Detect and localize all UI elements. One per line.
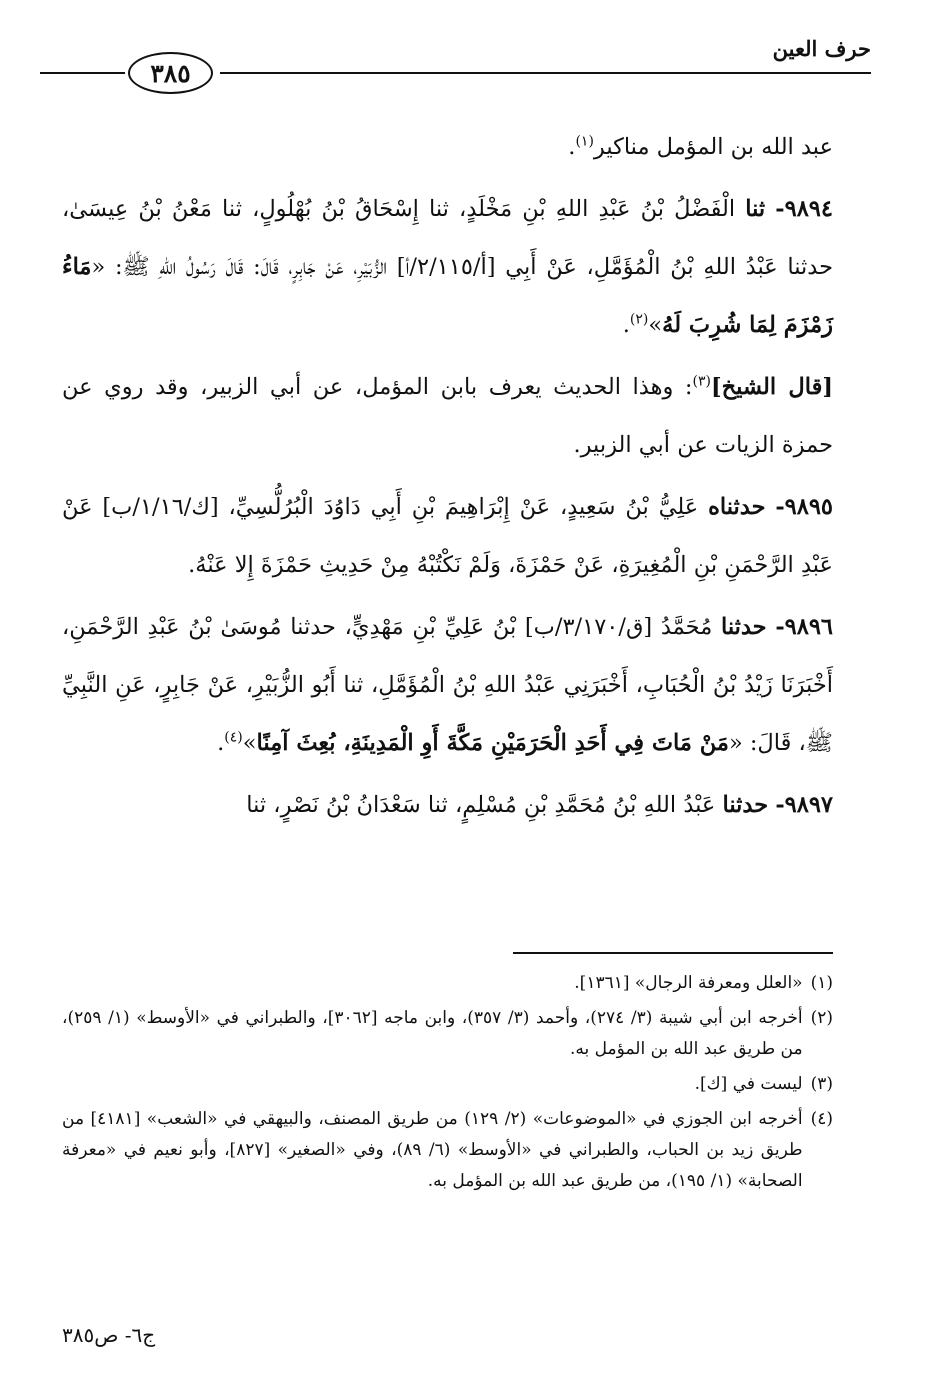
hadith-9894 — [62, 180, 833, 354]
footnote-ref: (٤) — [224, 729, 243, 746]
header-rule — [220, 72, 871, 74]
quote-close: » — [648, 312, 663, 338]
page-footer-reference: ج٦- ص٣٨٥ — [62, 1323, 156, 1347]
paragraph-end: . — [217, 730, 225, 756]
hadith-9895 — [62, 478, 833, 594]
paragraph-end: . — [568, 134, 576, 160]
footnote-text: أخرجه ابن أبي شيبة (٣/ ٢٧٤)، وأحمد (٣/ ٣٥٧)، وابن ماجه [٣٠٦٢]، والطبراني في «الأوسط» (١/ ٢٥٩)، من طريق عبد الله بن المؤمل به. — [62, 1008, 803, 1059]
header-rule — [40, 72, 125, 74]
footnote-item — [62, 1069, 833, 1100]
chapter-title: حرف العين — [772, 36, 871, 61]
sheikh-label: [قال الشيخ] — [710, 374, 833, 400]
hadith-number: ٩٨٩٧- — [775, 792, 833, 818]
footnote-text: «العلل ومعرفة الرجال» [١٣٦١]. — [574, 973, 803, 993]
footnote-item — [62, 968, 833, 999]
footnote-item — [62, 1104, 833, 1197]
footnote-number: (٢) — [810, 1008, 833, 1028]
footnote-ref: (٣) — [692, 373, 711, 390]
hadith-number: ٩٨٩٤- — [775, 196, 833, 222]
hadith-number: ٩٨٩٦- — [775, 614, 833, 640]
hadith-keyword: حدثنا — [722, 792, 769, 818]
hadith-text: مُحَمَّدُ [ق/٣/١٧٠/ب] بْنُ عَلِيِّ بْنِ مَهْدِيٍّ، حدثنا مُوسَىٰ بْنُ عَبْدِ الرَّحْمَنِ، أَخْبَرَنَا زَيْدُ بْنُ الْحُبَابِ، أَخْبَرَنِي عَبْدُ اللهِ بْنُ الْمُؤَمَّلِ، ثنا أَبُو الزُّبَيْرِ، عَنْ جَابِرٍ، عَنِ النَّبِيِّ ﷺ، قَالَ: « — [62, 614, 833, 756]
footnote-ref: (١) — [575, 133, 594, 150]
footnote-number: (١) — [810, 973, 833, 993]
sheikh-comment — [62, 358, 833, 474]
hadith-quote: مَاءُ زَمْزَمَ لِمَا شُرِبَ لَهُ — [62, 254, 833, 338]
hadith-quote: مَنْ مَاتَ فِي أَحَدِ الْحَرَمَيْنِ مَكَّةَ أَوِ الْمَدِينَةِ، بُعِثَ آمِنًا — [256, 730, 729, 756]
hadith-text: عَبْدُ اللهِ بْنُ مُحَمَّدِ بْنِ مُسْلِمٍ، ثنا سَعْدَانُ بْنُ نَصْرٍ، ثنا — [246, 792, 716, 818]
footnote-text: أخرجه ابن الجوزي في «الموضوعات» (٢/ ١٢٩) من طريق المصنف، والبيهقي في «الشعب» [٤١٨١] من طريق زيد بن الحباب، والطبراني في «الأوسط» (٦/ ٨٩)، وفي «الصغير» [٨٢٧]، وأبو نعيم في «معرفة الصحابة» (١/ ١٩٥)، من طريق عبد الله بن المؤمل به. — [62, 1109, 803, 1191]
paragraph-text: عبد الله بن المؤمل مناكير — [593, 134, 833, 160]
hadith-9897 — [62, 776, 833, 834]
hadith-keyword: حدثنا — [720, 614, 767, 640]
footnote-number: (٤) — [810, 1109, 833, 1129]
hadith-9896 — [62, 598, 833, 772]
footnotes — [62, 968, 833, 1201]
quote-close: » — [242, 730, 257, 756]
footnote-item — [62, 1003, 833, 1065]
hadith-text: عَلِيُّ بْنُ سَعِيدٍ، عَنْ إِبْرَاهِيمَ بْنِ أَبِي دَاوُدَ الْبُرُلُّسِيِّ، [ك/١/١٦/ب] عَنْ عَبْدِ الرَّحْمَنِ بْنِ الْمُغِيرَةِ، عَنْ حَمْزَةَ، وَلَمْ نَكْتُبْهُ مِنْ حَدِيثِ حَمْزَةَ إِلا عَنْهُ. — [62, 494, 833, 578]
hadith-keyword: حدثناه — [708, 494, 766, 520]
paragraph-end: . — [622, 312, 630, 338]
footnote-text: ليست في [ك]. — [694, 1074, 803, 1094]
main-text — [62, 118, 833, 838]
page-number-badge: ٣٨٥ — [128, 52, 213, 94]
comment-text: : وهذا الحديث يعرف بابن المؤمل، عن أبي الزبير، وقد روي عن حمزة الزيات عن أبي الزبير. — [62, 374, 833, 458]
footnote-number: (٣) — [810, 1074, 833, 1094]
page-header — [40, 28, 871, 88]
footnote-separator — [513, 952, 833, 954]
hadith-number: ٩٨٩٥- — [775, 494, 834, 520]
paragraph-continuation — [62, 118, 833, 176]
hadith-keyword: ثنا — [745, 196, 766, 222]
hadith-text: الْفَضْلُ بْنُ عَبْدِ اللهِ بْنِ مَخْلَدٍ، ثنا إِسْحَاقُ بْنُ بُهْلُولٍ، ثنا مَعْنُ بْنُ عِيسَىٰ، حدثنا عَبْدُ اللهِ بْنُ الْمُؤَمَّلِ، عَنْ أَبِي [أ/٢/١١٥/أ] الزُّبَيْرِ، عَنْ جَابِرٍ، قَالَ: قَالَ رَسُولُ اللهِ ﷺ: « — [62, 196, 833, 280]
footnote-ref: (٢) — [629, 311, 649, 328]
